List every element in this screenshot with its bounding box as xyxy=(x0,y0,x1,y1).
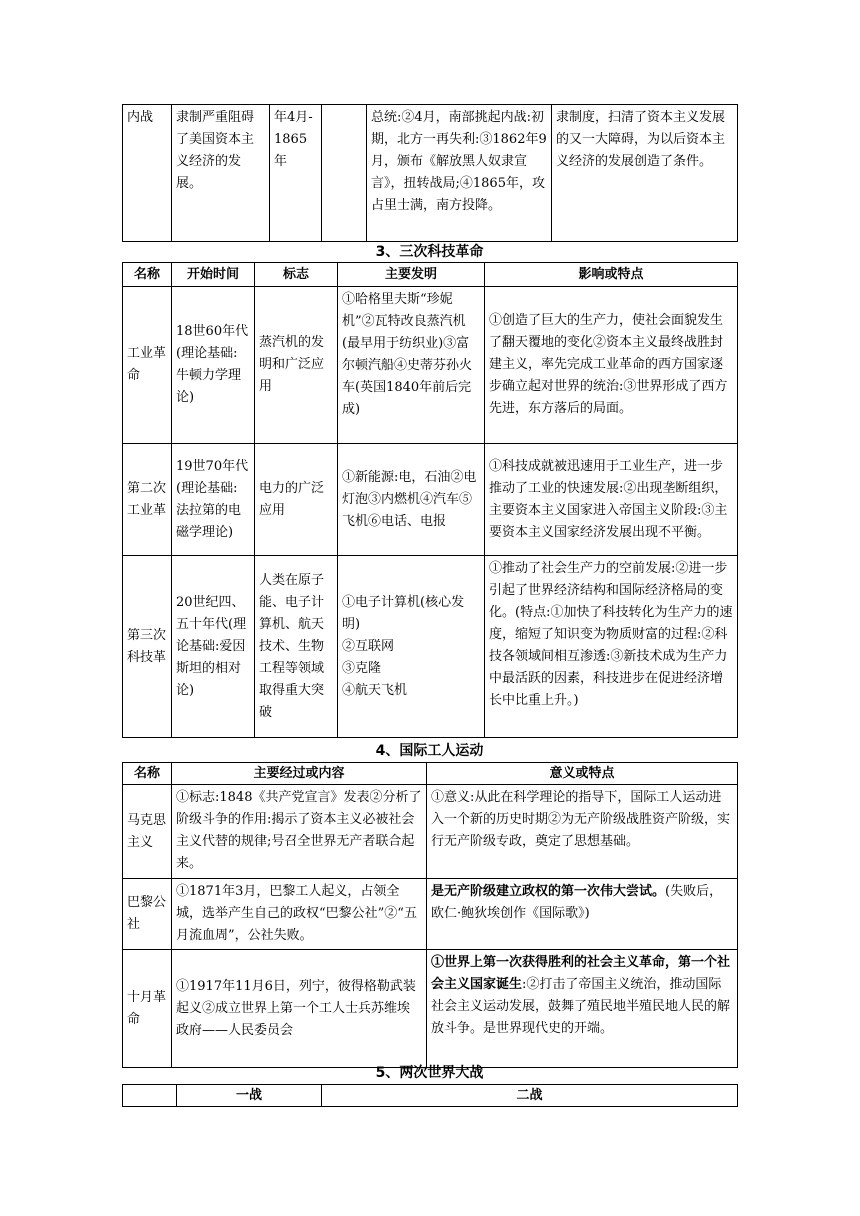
revolution-time: 18世60年代(理论基础:牛顿力学理论) xyxy=(172,287,255,444)
row-name: 内战 xyxy=(123,105,172,242)
row-effect: 隶制度，扫清了资本主义发展的又一大障碍，为以后资本主义经济的发展创造了条件。 xyxy=(552,105,738,242)
world-wars-table xyxy=(122,1084,738,1107)
table-row xyxy=(123,950,738,1068)
meaning-text: ①意义:从此在科学理论的指导下，国际工人运动进入一个新的历史时期②为无产阶级战胜资产阶级，实行无产阶级专政，奠定了思想基础。 xyxy=(431,790,731,849)
movement-content: ①标志:1848《共产党宣言》发表②分析了阶级斗争的作用:揭示了资本主义必被社会主义代替的规律;号召全世界无产者联合起来。 xyxy=(172,785,427,879)
row-blank xyxy=(322,105,367,242)
revolution-mark: 蒸汽机的发明和广泛应用 xyxy=(255,287,338,444)
revolution-effect: ①推动了社会生产力的空前发展:②进一步引起了世界经济结构和国际经济格局的变化。(特点:①加快了科技转化为生产力的速度，缩短了知识变为物质财富的过程:②科技各领域间相互渗透:③新技术成为生产力中最活跃的因素，科技进步在促进经济增长中比重上升。) xyxy=(485,556,738,738)
movement-content: ①1917年11月6日，列宁，彼得格勒武装起义②成立世界上第一个工人士兵苏维埃政府——人民委员会 xyxy=(172,950,427,1068)
table-header-row xyxy=(123,763,738,785)
header-cell: 影响或特点 xyxy=(485,263,738,287)
header-cell: 意义或特点 xyxy=(427,763,738,785)
row-time: 年4月-1865年 xyxy=(270,105,322,242)
revolution-effect: ①创造了巨大的生产力，使社会面貌发生了翻天覆地的变化②资本主义最终战胜封建主义，率先完成工业革命的西方国家逐步确立起对世界的统治:③世界形成了西方先进，东方落后的局面。 xyxy=(485,287,738,444)
revolution-time: 20世纪四、五十年代(理论基础:爱因斯坦的相对论) xyxy=(172,556,255,738)
revolution-mark: 电力的广泛应用 xyxy=(255,444,338,556)
revolution-inventions: ①新能源:电，石油②电灯泡③内燃机④汽车⑤飞机⑥电话、电报 xyxy=(338,444,485,556)
revolution-name: 工业革命 xyxy=(123,287,172,444)
revolution-inventions xyxy=(338,556,485,738)
invention-item: ②互联网 xyxy=(342,638,395,654)
table-row xyxy=(123,556,738,738)
revolution-name: 第三次科技革 xyxy=(123,556,172,738)
movement-name: 巴黎公社 xyxy=(123,879,172,950)
revolution-mark: 人类在原子能、电子计算机、航天技术、生物工程等领域取得重大突破 xyxy=(255,556,338,738)
revolution-time: 19世70年代(理论基础:法拉第的电磁学理论) xyxy=(172,444,255,556)
header-cell: 名称 xyxy=(123,763,172,785)
tech-revolution-table xyxy=(122,262,738,738)
invention-item: ③克隆 xyxy=(342,660,382,676)
header-cell: 主要发明 xyxy=(338,263,485,287)
row-process: 总统:②4月，南部挑起内战:初期，北方一再失利:③1862年9月，颁布《解放黑人奴隶宣言》，扭转战局;④1865年，攻占里士满，南方投降。 xyxy=(367,105,552,242)
header-cell: 一战 xyxy=(177,1085,322,1107)
table-header-row xyxy=(123,263,738,287)
table-row xyxy=(123,287,738,444)
revolution-name: 第二次工业革 xyxy=(123,444,172,556)
header-cell xyxy=(123,1085,177,1107)
table-row xyxy=(123,444,738,556)
movement-content: ①1871年3月，巴黎工人起义，占领全城，选举产生自己的政权“巴黎公社”②“五月流血周”，公社失败。 xyxy=(172,879,427,950)
meaning-text: :②打击了帝国主义统治，推动国际社会主义运动发展，鼓舞了殖民地半殖民地人民的解放斗争。是世界现代史的开端。 xyxy=(431,977,731,1036)
table-row xyxy=(123,879,738,950)
revolution-effect: ①科技成就被迅速用于工业生产，进一步推动了工业的快速发展:②出现垄断组织，主要资本主义国家进入帝国主义阶段:③主要资本主义国家经济发展出现不平衡。 xyxy=(485,444,738,556)
movement-meaning xyxy=(427,879,738,950)
section-title-tech-revolution: 3、三次科技革命 xyxy=(375,244,484,260)
header-cell: 名称 xyxy=(123,263,172,287)
meaning-bold: 是无产阶级建立政权的第一次伟大尝试。 xyxy=(431,884,666,899)
movement-meaning xyxy=(427,950,738,1068)
table-row xyxy=(123,785,738,879)
table-row xyxy=(123,105,738,242)
row-cause: 隶制严重阻碍了美国资本主义经济的发展。 xyxy=(172,105,270,242)
meaning-text: (失败后，欧仁·鲍狄埃创作《国际歌》) xyxy=(431,884,723,921)
movement-name: 十月革命 xyxy=(123,950,172,1068)
meaning-bold: ①世界上第一次获得胜利的社会主义革命，第一个社会主义国家诞生 xyxy=(431,955,731,992)
top-continuation-table xyxy=(122,104,738,242)
invention-item: ④航天飞机 xyxy=(342,682,408,698)
revolution-inventions: ①哈格里夫斯“珍妮机”②瓦特改良蒸汽机(最早用于纺织业)③富尔顿汽船④史蒂芬孙火车(英国1840年前后完成) xyxy=(338,287,485,444)
labor-movement-table xyxy=(122,762,738,1068)
section-title-world-wars: 5、两次世界大战 xyxy=(375,1065,484,1081)
movement-name: 马克思主义 xyxy=(123,785,172,879)
table-header-row xyxy=(123,1085,738,1107)
header-cell: 主要经过或内容 xyxy=(172,763,427,785)
section-title-labor-movement: 4、国际工人运动 xyxy=(375,743,484,759)
movement-meaning xyxy=(427,785,738,879)
header-cell: 二战 xyxy=(322,1085,738,1107)
invention-item: ①电子计算机(核心发明) xyxy=(342,594,465,632)
header-cell: 开始时间 xyxy=(172,263,255,287)
header-cell: 标志 xyxy=(255,263,338,287)
